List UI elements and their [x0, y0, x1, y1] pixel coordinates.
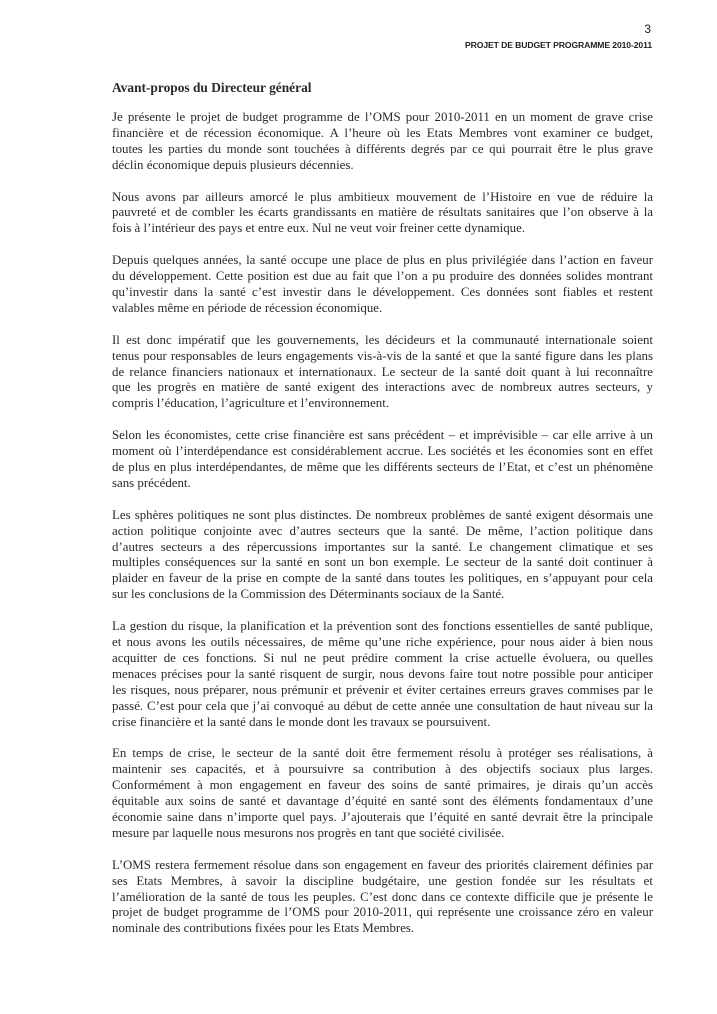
paragraph — [112, 619, 653, 730]
text-line: toutes les parties du monde sont touchées à différents degrés par ce qui pourrait être le plus grave — [112, 141, 653, 156]
text-line: financière et de récession économique. A l’heure où les Etats Membres vont examiner ce budget, — [112, 125, 653, 140]
text-line: mesure par laquelle nous mesurons nos progrès en tant que société civilisée. — [112, 825, 505, 840]
text-line: l’amélioration de la santé de tous les peuples. C’est donc dans ce contexte difficile que je présente le — [112, 889, 653, 904]
paragraph — [112, 110, 653, 174]
text-line: nominale des contributions fixées pour les Etats Membres. — [112, 921, 415, 936]
text-line: Depuis quelques années, la santé occupe une place de plus en plus privilégiée dans l’action en faveur — [112, 253, 653, 268]
section-heading: Avant-propos du Directeur général — [112, 80, 312, 95]
text-line: Nous avons par ailleurs amorcé le plus ambitieux mouvement de l’Histoire en vue de réduire la — [112, 189, 653, 204]
text-line: En temps de crise, le secteur de la santé doit être fermement résolu à protéger ses réalisations, à — [112, 746, 653, 761]
text-line: multiples conséquences sur la santé en sont un bon exemple. Le secteur de la santé doit continuer à — [112, 555, 653, 570]
text-line: passé. C’est pour cela que j’ai convoqué au début de cette année une consultation de haut niveau sur la — [112, 698, 653, 713]
text-line: Les sphères politiques ne sont plus distinctes. De nombreux problèmes de santé exigent désormais une — [112, 507, 653, 522]
text-line: menaces précises pour la santé risquent de surgir, nous devons faire tout notre possible pour anticiper — [112, 666, 653, 681]
paragraph — [112, 508, 653, 603]
paragraph — [112, 333, 653, 412]
paragraph — [112, 428, 653, 492]
text-line: crise financière et la santé dans le monde dont les travaux se poursuivent. — [112, 714, 491, 729]
text-line: économie saine dans n’importe quel pays. J’ajouterais que l’équité en santé devrait être la principale — [112, 809, 653, 824]
text-line: équitable aux soins de santé et davantage d’équité en santé sont des éléments fondamentaux d’une — [112, 794, 653, 809]
text-line: La gestion du risque, la planification et la prévention sont des fonctions essentielles de santé publique, — [112, 619, 653, 634]
text-line: de relance financiers nationaux et internationaux. Le secteur de la santé doit quant à lui reconnaître — [112, 364, 653, 379]
text-line: plaider en faveur de la prise en compte de la santé dans toutes les politiques, en s’appuyant pour cela — [112, 571, 653, 586]
text-line: de plus en plus interdépendantes, de même que les différents secteurs de l’Etat, et c’est un phénomène — [112, 460, 653, 475]
text-line: valables même en période de récession économique. — [112, 300, 383, 315]
text-line: et nous avons les outils nécessaires, de même qu’une riche expérience, pour nous aider à bien nous — [112, 635, 653, 650]
text-line: Il est donc impératif que les gouvernements, les décideurs et la communauté internationale soient — [112, 332, 653, 347]
text-line: projet de budget programme de l’OMS pour 2010-2011, qui représente une croissance zéro en valeur — [112, 905, 653, 920]
paragraph — [112, 190, 653, 238]
text-line: pauvreté et de combler les écarts grandissants en matière de résultats sanitaires que l’on observe à la — [112, 205, 653, 220]
text-line: ses Etats Membres, à savoir la discipline budgétaire, une gestion fondée sur les résultats et — [112, 873, 653, 888]
text-line: tenus pour responsables de leurs engagements vis-à-vis de la santé et que la santé figure dans les plans — [112, 348, 653, 363]
text-line: les risques, nous préparer, nous prémunir et prévenir et éviter certaines erreurs graves commises par le — [112, 682, 653, 697]
paragraph — [112, 253, 653, 317]
document-body — [112, 80, 653, 953]
running-header: PROJET DE BUDGET PROGRAMME 2010-2011 — [465, 40, 652, 50]
text-line: acquitter de ces fonctions. Si nul ne peut prédire comment la crise actuelle évoluera, ou quelles — [112, 650, 653, 665]
text-line: Selon les économistes, cette crise financière est sans précédent – et imprévisible – car elle arrive à un — [112, 428, 653, 443]
text-line: action politique conjointe avec d’autres secteurs que la santé. De même, l’action politique dans — [112, 523, 653, 538]
paragraphs — [112, 110, 653, 937]
text-line: Je présente le projet de budget programme de l’OMS pour 2010-2011 en un moment de grave crise — [112, 110, 653, 124]
text-line: d’autres secteurs a des répercussions importantes sur la santé. Le changement climatique et ses — [112, 539, 653, 554]
text-line: moment où l’interdépendance est considérablement accrue. Les sociétés et les économies sont en effet — [112, 444, 653, 459]
text-line: sur les conclusions de la Commission des Déterminants sociaux de la Santé. — [112, 587, 505, 602]
text-line: compris l’éducation, l’agriculture et l’environnement. — [112, 396, 390, 411]
text-line: fois à l’intérieur des pays et entre eux. Nul ne veut voir freiner cette dynamique. — [112, 221, 526, 236]
text-line: maintenir ses capacités, et à poursuivre sa contribution à des objectifs sociaux plus larges. — [112, 762, 653, 777]
text-line: déclin économique depuis plusieurs décennies. — [112, 157, 354, 172]
text-line: du développement. Cette position est due au fait que l’on a pu produire des données solides montrant — [112, 269, 653, 284]
text-line: qu’investir dans la santé c’est investir dans le développement. Ces données sont fiables et restent — [112, 285, 653, 300]
text-line: L’OMS restera fermement résolue dans son engagement en faveur des priorités clairement définies par — [112, 857, 653, 872]
text-line: Conformément à mon engagement en faveur des soins de santé primaires, je dirais qu’un accès — [112, 778, 653, 793]
text-line: sans précédent. — [112, 475, 191, 490]
text-line: que les progrès en matière de santé exigent des interactions avec de nombreux autres secteurs, y — [112, 380, 653, 395]
paragraph — [112, 746, 653, 841]
paragraph — [112, 858, 653, 937]
page-number: 3 — [644, 22, 651, 36]
